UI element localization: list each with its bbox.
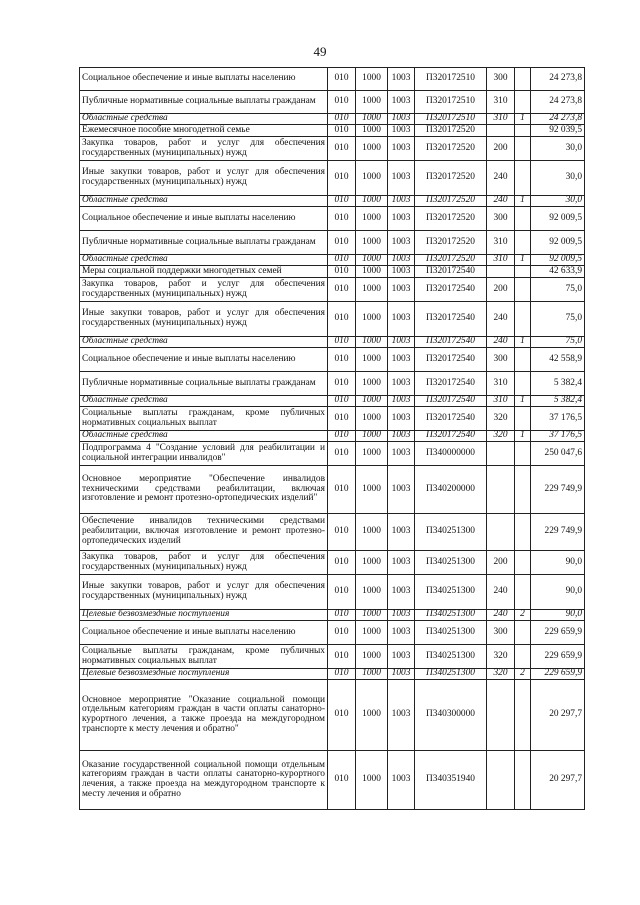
row-name-cell: Областные средства bbox=[80, 431, 328, 442]
expense-type-cell: 300 bbox=[487, 68, 515, 91]
ved-code-cell: 010 bbox=[328, 407, 356, 431]
subsection-code-cell: 1003 bbox=[388, 348, 415, 372]
subsection-code-cell: 1003 bbox=[388, 278, 415, 302]
row-name-cell: Обеспечение инвалидов техническими средствами реабилитации, включая изготовление и ремонт протезно-ортопедических изделий bbox=[80, 514, 328, 551]
subsection-code-cell: 1003 bbox=[388, 396, 415, 407]
section-code-cell: 1000 bbox=[356, 372, 388, 396]
ved-code-cell: 010 bbox=[328, 231, 356, 255]
target-article-cell: П340200000 bbox=[415, 466, 487, 514]
subsection-code-cell: 1003 bbox=[388, 466, 415, 514]
section-code-cell: 1000 bbox=[356, 231, 388, 255]
expense-type-cell bbox=[487, 751, 515, 810]
expense-type-cell: 300 bbox=[487, 207, 515, 231]
table-row bbox=[80, 514, 585, 551]
ved-code-cell: 010 bbox=[328, 255, 356, 266]
expense-type-cell bbox=[487, 514, 515, 551]
expense-type-cell: 310 bbox=[487, 396, 515, 407]
funding-source-cell bbox=[515, 278, 531, 302]
ved-code-cell: 010 bbox=[328, 302, 356, 337]
table-row bbox=[80, 610, 585, 621]
table-row bbox=[80, 680, 585, 751]
table-row bbox=[80, 751, 585, 810]
table-row bbox=[80, 442, 585, 466]
funding-source-cell bbox=[515, 207, 531, 231]
ved-code-cell: 010 bbox=[328, 514, 356, 551]
amount-cell: 37 176,5 bbox=[531, 407, 585, 431]
amount-cell: 5 382,4 bbox=[531, 396, 585, 407]
amount-cell: 30,0 bbox=[531, 196, 585, 207]
target-article-cell: П320172520 bbox=[415, 255, 487, 266]
funding-source-cell bbox=[515, 125, 531, 137]
table-row bbox=[80, 114, 585, 125]
row-name-cell: Меры социальной поддержки многодетных семей bbox=[80, 266, 328, 278]
amount-cell: 229 749,9 bbox=[531, 466, 585, 514]
table-row bbox=[80, 255, 585, 266]
row-name-cell: Областные средства bbox=[80, 337, 328, 348]
funding-source-cell bbox=[515, 680, 531, 751]
expense-type-cell: 300 bbox=[487, 348, 515, 372]
row-name-cell: Закупка товаров, работ и услуг для обеспечения государственных (муниципальных) нужд bbox=[80, 278, 328, 302]
expense-type-cell: 200 bbox=[487, 278, 515, 302]
section-code-cell: 1000 bbox=[356, 431, 388, 442]
amount-cell: 229 659,9 bbox=[531, 669, 585, 680]
table-row bbox=[80, 348, 585, 372]
ved-code-cell: 010 bbox=[328, 68, 356, 91]
funding-source-cell: 1 bbox=[515, 114, 531, 125]
expense-type-cell: 300 bbox=[487, 621, 515, 645]
funding-source-cell bbox=[515, 645, 531, 669]
row-name-cell: Публичные нормативные социальные выплаты гражданам bbox=[80, 231, 328, 255]
funding-source-cell: 2 bbox=[515, 610, 531, 621]
subsection-code-cell: 1003 bbox=[388, 255, 415, 266]
ved-code-cell: 010 bbox=[328, 431, 356, 442]
funding-source-cell bbox=[515, 137, 531, 161]
table-row bbox=[80, 669, 585, 680]
row-name-cell: Социальное обеспечение и иные выплаты населению bbox=[80, 207, 328, 231]
table-row bbox=[80, 196, 585, 207]
expense-type-cell bbox=[487, 266, 515, 278]
expense-type-cell: 320 bbox=[487, 645, 515, 669]
expense-type-cell: 320 bbox=[487, 431, 515, 442]
table-row bbox=[80, 302, 585, 337]
target-article-cell: П320172520 bbox=[415, 207, 487, 231]
amount-cell: 42 633,9 bbox=[531, 266, 585, 278]
target-article-cell: П320172540 bbox=[415, 337, 487, 348]
section-code-cell: 1000 bbox=[356, 302, 388, 337]
section-code-cell: 1000 bbox=[356, 91, 388, 114]
target-article-cell: П320172510 bbox=[415, 91, 487, 114]
ved-code-cell: 010 bbox=[328, 207, 356, 231]
section-code-cell: 1000 bbox=[356, 196, 388, 207]
section-code-cell: 1000 bbox=[356, 680, 388, 751]
ved-code-cell: 010 bbox=[328, 278, 356, 302]
ved-code-cell: 010 bbox=[328, 196, 356, 207]
amount-cell: 75,0 bbox=[531, 337, 585, 348]
funding-source-cell: 1 bbox=[515, 255, 531, 266]
expense-type-cell bbox=[487, 466, 515, 514]
row-name-cell: Социальные выплаты гражданам, кроме публичных нормативных социальных выплат bbox=[80, 407, 328, 431]
amount-cell: 90,0 bbox=[531, 551, 585, 575]
table-row bbox=[80, 266, 585, 278]
amount-cell: 20 297,7 bbox=[531, 680, 585, 751]
section-code-cell: 1000 bbox=[356, 137, 388, 161]
subsection-code-cell: 1003 bbox=[388, 551, 415, 575]
row-name-cell: Иные закупки товаров, работ и услуг для обеспечения государственных (муниципальных) нужд bbox=[80, 161, 328, 196]
page-number: 49 bbox=[313, 44, 327, 59]
amount-cell: 75,0 bbox=[531, 278, 585, 302]
section-code-cell: 1000 bbox=[356, 125, 388, 137]
funding-source-cell bbox=[515, 161, 531, 196]
amount-cell: 229 749,9 bbox=[531, 514, 585, 551]
funding-source-cell: 1 bbox=[515, 396, 531, 407]
ved-code-cell: 010 bbox=[328, 161, 356, 196]
ved-code-cell: 010 bbox=[328, 669, 356, 680]
funding-source-cell: 1 bbox=[515, 196, 531, 207]
subsection-code-cell: 1003 bbox=[388, 514, 415, 551]
expense-type-cell: 310 bbox=[487, 114, 515, 125]
subsection-code-cell: 1003 bbox=[388, 575, 415, 610]
funding-source-cell bbox=[515, 348, 531, 372]
ved-code-cell: 010 bbox=[328, 348, 356, 372]
table-row bbox=[80, 396, 585, 407]
row-name-cell: Целевые безвозмездные поступления bbox=[80, 610, 328, 621]
target-article-cell: П340251300 bbox=[415, 669, 487, 680]
target-article-cell: П340300000 bbox=[415, 680, 487, 751]
section-code-cell: 1000 bbox=[356, 114, 388, 125]
table-row bbox=[80, 466, 585, 514]
amount-cell: 250 047,6 bbox=[531, 442, 585, 466]
subsection-code-cell: 1003 bbox=[388, 161, 415, 196]
ved-code-cell: 010 bbox=[328, 372, 356, 396]
target-article-cell: П320172540 bbox=[415, 372, 487, 396]
target-article-cell: П320172520 bbox=[415, 196, 487, 207]
target-article-cell: П340351940 bbox=[415, 751, 487, 810]
section-code-cell: 1000 bbox=[356, 645, 388, 669]
expense-type-cell: 200 bbox=[487, 551, 515, 575]
section-code-cell: 1000 bbox=[356, 621, 388, 645]
subsection-code-cell: 1003 bbox=[388, 337, 415, 348]
subsection-code-cell: 1003 bbox=[388, 621, 415, 645]
table-row bbox=[80, 68, 585, 91]
subsection-code-cell: 1003 bbox=[388, 645, 415, 669]
amount-cell: 30,0 bbox=[531, 137, 585, 161]
section-code-cell: 1000 bbox=[356, 207, 388, 231]
subsection-code-cell: 1003 bbox=[388, 680, 415, 751]
section-code-cell: 1000 bbox=[356, 278, 388, 302]
row-name-cell: Областные средства bbox=[80, 114, 328, 125]
expense-type-cell: 240 bbox=[487, 575, 515, 610]
table-row bbox=[80, 231, 585, 255]
row-name-cell: Подпрограмма 4 "Создание условий для реабилитации и социальной интеграции инвалидов" bbox=[80, 442, 328, 466]
section-code-cell: 1000 bbox=[356, 396, 388, 407]
ved-code-cell: 010 bbox=[328, 337, 356, 348]
amount-cell: 30,0 bbox=[531, 161, 585, 196]
target-article-cell: П320172540 bbox=[415, 302, 487, 337]
section-code-cell: 1000 bbox=[356, 466, 388, 514]
table-row bbox=[80, 372, 585, 396]
amount-cell: 20 297,7 bbox=[531, 751, 585, 810]
target-article-cell: П340251300 bbox=[415, 610, 487, 621]
ved-code-cell: 010 bbox=[328, 621, 356, 645]
funding-source-cell: 2 bbox=[515, 669, 531, 680]
funding-source-cell bbox=[515, 231, 531, 255]
row-name-cell: Иные закупки товаров, работ и услуг для обеспечения государственных (муниципальных) нужд bbox=[80, 575, 328, 610]
amount-cell: 24 273,8 bbox=[531, 91, 585, 114]
subsection-code-cell: 1003 bbox=[388, 302, 415, 337]
ved-code-cell: 010 bbox=[328, 396, 356, 407]
ved-code-cell: 010 bbox=[328, 645, 356, 669]
section-code-cell: 1000 bbox=[356, 348, 388, 372]
target-article-cell: П320172520 bbox=[415, 161, 487, 196]
amount-cell: 42 558,9 bbox=[531, 348, 585, 372]
row-name-cell: Публичные нормативные социальные выплаты гражданам bbox=[80, 91, 328, 114]
target-article-cell: П340000000 bbox=[415, 442, 487, 466]
ved-code-cell: 010 bbox=[328, 137, 356, 161]
expense-type-cell: 240 bbox=[487, 196, 515, 207]
expense-type-cell: 240 bbox=[487, 161, 515, 196]
section-code-cell: 1000 bbox=[356, 751, 388, 810]
amount-cell: 5 382,4 bbox=[531, 372, 585, 396]
subsection-code-cell: 1003 bbox=[388, 125, 415, 137]
subsection-code-cell: 1003 bbox=[388, 407, 415, 431]
funding-source-cell bbox=[515, 266, 531, 278]
subsection-code-cell: 1003 bbox=[388, 751, 415, 810]
subsection-code-cell: 1003 bbox=[388, 431, 415, 442]
target-article-cell: П320172540 bbox=[415, 407, 487, 431]
section-code-cell: 1000 bbox=[356, 337, 388, 348]
expense-type-cell: 200 bbox=[487, 137, 515, 161]
row-name-cell: Ежемесячное пособие многодетной семье bbox=[80, 125, 328, 137]
funding-source-cell: 1 bbox=[515, 337, 531, 348]
expense-type-cell: 320 bbox=[487, 407, 515, 431]
amount-cell: 37 176,5 bbox=[531, 431, 585, 442]
row-name-cell: Основное мероприятие "Обеспечение инвалидов техническими средствами реабилитации, включая изготовление и ремонт протезно-ортопедических изделий" bbox=[80, 466, 328, 514]
subsection-code-cell: 1003 bbox=[388, 114, 415, 125]
row-name-cell: Основное мероприятие "Оказание социальной помощи отдельным категориям граждан в части оплаты санаторно-курортного лечения, а также проезда на междугородном транспорте к месту лечения и обратно" bbox=[80, 680, 328, 751]
expense-type-cell: 310 bbox=[487, 231, 515, 255]
subsection-code-cell: 1003 bbox=[388, 137, 415, 161]
row-name-cell: Социальные выплаты гражданам, кроме публичных нормативных социальных выплат bbox=[80, 645, 328, 669]
ved-code-cell: 010 bbox=[328, 266, 356, 278]
subsection-code-cell: 1003 bbox=[388, 610, 415, 621]
section-code-cell: 1000 bbox=[356, 161, 388, 196]
row-name-cell: Областные средства bbox=[80, 396, 328, 407]
subsection-code-cell: 1003 bbox=[388, 442, 415, 466]
ved-code-cell: 010 bbox=[328, 551, 356, 575]
section-code-cell: 1000 bbox=[356, 407, 388, 431]
table-row bbox=[80, 161, 585, 196]
target-article-cell: П320172510 bbox=[415, 114, 487, 125]
section-code-cell: 1000 bbox=[356, 551, 388, 575]
funding-source-cell bbox=[515, 575, 531, 610]
target-article-cell: П340251300 bbox=[415, 551, 487, 575]
ved-code-cell: 010 bbox=[328, 575, 356, 610]
expense-type-cell: 310 bbox=[487, 255, 515, 266]
table-row bbox=[80, 645, 585, 669]
funding-source-cell bbox=[515, 621, 531, 645]
target-article-cell: П340251300 bbox=[415, 621, 487, 645]
table-row bbox=[80, 575, 585, 610]
expense-type-cell: 320 bbox=[487, 669, 515, 680]
row-name-cell: Закупка товаров, работ и услуг для обеспечения государственных (муниципальных) нужд bbox=[80, 551, 328, 575]
expense-type-cell: 240 bbox=[487, 302, 515, 337]
amount-cell: 92 009,5 bbox=[531, 255, 585, 266]
subsection-code-cell: 1003 bbox=[388, 266, 415, 278]
ved-code-cell: 010 bbox=[328, 751, 356, 810]
funding-source-cell bbox=[515, 91, 531, 114]
table-body bbox=[80, 68, 585, 810]
amount-cell: 90,0 bbox=[531, 575, 585, 610]
section-code-cell: 1000 bbox=[356, 442, 388, 466]
row-name-cell: Оказание государственной социальной помощи отдельным категориям граждан в части оплаты санаторно-курортного лечения, а также проезда на междугородном транспорте к месту лечения и обратно bbox=[80, 751, 328, 810]
ved-code-cell: 010 bbox=[328, 466, 356, 514]
expense-type-cell: 310 bbox=[487, 372, 515, 396]
row-name-cell: Социальное обеспечение и иные выплаты населению bbox=[80, 348, 328, 372]
target-article-cell: П320172520 bbox=[415, 137, 487, 161]
budget-table bbox=[79, 67, 585, 810]
table-row bbox=[80, 431, 585, 442]
amount-cell: 90,0 bbox=[531, 610, 585, 621]
funding-source-cell: 1 bbox=[515, 431, 531, 442]
expense-type-cell bbox=[487, 125, 515, 137]
target-article-cell: П320172540 bbox=[415, 396, 487, 407]
target-article-cell: П320172540 bbox=[415, 278, 487, 302]
row-name-cell: Закупка товаров, работ и услуг для обеспечения государственных (муниципальных) нужд bbox=[80, 137, 328, 161]
target-article-cell: П320172510 bbox=[415, 68, 487, 91]
table-row bbox=[80, 207, 585, 231]
section-code-cell: 1000 bbox=[356, 514, 388, 551]
funding-source-cell bbox=[515, 302, 531, 337]
ved-code-cell: 010 bbox=[328, 91, 356, 114]
expense-type-cell: 240 bbox=[487, 610, 515, 621]
table-row bbox=[80, 137, 585, 161]
target-article-cell: П320172540 bbox=[415, 348, 487, 372]
row-name-cell: Иные закупки товаров, работ и услуг для обеспечения государственных (муниципальных) нужд bbox=[80, 302, 328, 337]
amount-cell: 92 009,5 bbox=[531, 231, 585, 255]
amount-cell: 229 659,9 bbox=[531, 645, 585, 669]
subsection-code-cell: 1003 bbox=[388, 669, 415, 680]
funding-source-cell bbox=[515, 514, 531, 551]
funding-source-cell bbox=[515, 466, 531, 514]
funding-source-cell bbox=[515, 442, 531, 466]
table-row bbox=[80, 407, 585, 431]
subsection-code-cell: 1003 bbox=[388, 91, 415, 114]
amount-cell: 229 659,9 bbox=[531, 621, 585, 645]
section-code-cell: 1000 bbox=[356, 68, 388, 91]
target-article-cell: П320172520 bbox=[415, 125, 487, 137]
table-row bbox=[80, 337, 585, 348]
target-article-cell: П320172520 bbox=[415, 231, 487, 255]
section-code-cell: 1000 bbox=[356, 255, 388, 266]
target-article-cell: П340251300 bbox=[415, 514, 487, 551]
amount-cell: 75,0 bbox=[531, 302, 585, 337]
row-name-cell: Целевые безвозмездные поступления bbox=[80, 669, 328, 680]
target-article-cell: П320172540 bbox=[415, 266, 487, 278]
funding-source-cell bbox=[515, 372, 531, 396]
expense-type-cell bbox=[487, 680, 515, 751]
subsection-code-cell: 1003 bbox=[388, 372, 415, 396]
ved-code-cell: 010 bbox=[328, 125, 356, 137]
ved-code-cell: 010 bbox=[328, 114, 356, 125]
target-article-cell: П340251300 bbox=[415, 645, 487, 669]
ved-code-cell: 010 bbox=[328, 610, 356, 621]
funding-source-cell bbox=[515, 551, 531, 575]
subsection-code-cell: 1003 bbox=[388, 207, 415, 231]
amount-cell: 24 273,8 bbox=[531, 68, 585, 91]
row-name-cell: Социальное обеспечение и иные выплаты населению bbox=[80, 621, 328, 645]
expense-type-cell: 240 bbox=[487, 337, 515, 348]
funding-source-cell bbox=[515, 407, 531, 431]
ved-code-cell: 010 bbox=[328, 442, 356, 466]
amount-cell: 92 039,5 bbox=[531, 125, 585, 137]
subsection-code-cell: 1003 bbox=[388, 231, 415, 255]
section-code-cell: 1000 bbox=[356, 266, 388, 278]
target-article-cell: П320172540 bbox=[415, 431, 487, 442]
row-name-cell: Областные средства bbox=[80, 255, 328, 266]
amount-cell: 24 273,8 bbox=[531, 114, 585, 125]
amount-cell: 92 009,5 bbox=[531, 207, 585, 231]
subsection-code-cell: 1003 bbox=[388, 68, 415, 91]
section-code-cell: 1000 bbox=[356, 575, 388, 610]
section-code-cell: 1000 bbox=[356, 669, 388, 680]
table-row bbox=[80, 278, 585, 302]
row-name-cell: Социальное обеспечение и иные выплаты населению bbox=[80, 68, 328, 91]
expense-type-cell bbox=[487, 442, 515, 466]
funding-source-cell bbox=[515, 68, 531, 91]
subsection-code-cell: 1003 bbox=[388, 196, 415, 207]
table-row bbox=[80, 621, 585, 645]
row-name-cell: Областные средства bbox=[80, 196, 328, 207]
section-code-cell: 1000 bbox=[356, 610, 388, 621]
target-article-cell: П340251300 bbox=[415, 575, 487, 610]
table-row bbox=[80, 91, 585, 114]
row-name-cell: Публичные нормативные социальные выплаты гражданам bbox=[80, 372, 328, 396]
table-row bbox=[80, 125, 585, 137]
ved-code-cell: 010 bbox=[328, 680, 356, 751]
expense-type-cell: 310 bbox=[487, 91, 515, 114]
table-row bbox=[80, 551, 585, 575]
funding-source-cell bbox=[515, 751, 531, 810]
